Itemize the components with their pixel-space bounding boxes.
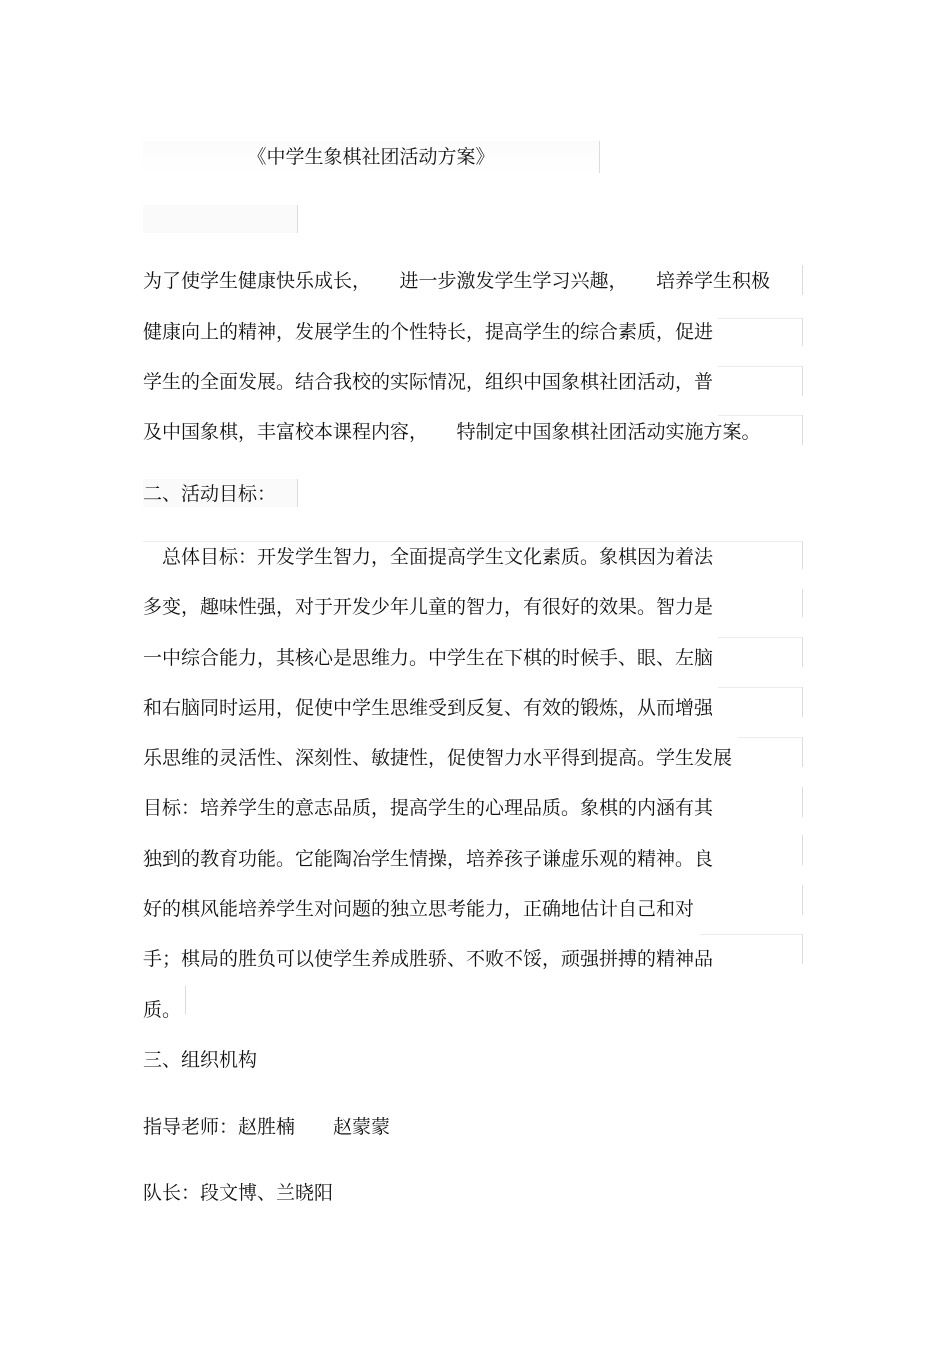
paragraph-line: 好的棋风能培养学生对问题的独立思考能力，正确地估计自己和对 <box>143 898 695 920</box>
table-rule <box>738 737 802 738</box>
advisor-line: 指导老师：赵胜楠 赵蒙蒙 <box>143 1116 391 1138</box>
table-rule <box>802 885 803 915</box>
table-rule <box>185 986 186 1014</box>
table-rule <box>802 265 803 295</box>
table-rule <box>802 366 803 396</box>
table-rule <box>700 934 802 935</box>
paragraph-line: 多变，趣味性强，对于开发少年儿童的智力，有很好的效果。智力是 <box>143 596 714 618</box>
paragraph-line: 总体目标：开发学生智力，全面提高学生文化素质。象棋因为着法 <box>143 546 714 568</box>
paragraph-line: 质。 <box>143 999 182 1021</box>
table-rule <box>802 934 803 964</box>
paragraph-line: 独到的教育功能。它能陶冶学生情操，培养孩子谦虚乐观的精神。良 <box>143 848 714 870</box>
paragraph-line: 及中国象棋，丰富校本课程内容， 特制定中国象棋社团活动实施方案。 <box>143 421 761 443</box>
paragraph-line: 一中综合能力，其核心是思维力。中学生在下棋的时候手、眼、左脑 <box>143 647 714 669</box>
table-rule <box>297 205 298 233</box>
paragraph-line: 为了使学生健康快乐成长， 进一步激发学生学习兴趣， 培养学生积极 <box>143 270 771 292</box>
table-rule <box>718 366 802 367</box>
paragraph-line: 目标：培养学生的意志品质，提高学生的心理品质。象棋的内涵有其 <box>143 797 714 819</box>
table-rule <box>718 637 802 638</box>
table-rule <box>802 737 803 767</box>
table-rule <box>802 318 803 346</box>
paragraph-line: 健康向上的精神，发展学生的个性特长，提高学生的综合素质，促进 <box>143 321 714 343</box>
table-rule <box>802 637 803 667</box>
table-rule <box>718 687 802 688</box>
document-title: 《中学生象棋社团活动方案》 <box>143 141 599 173</box>
table-rule <box>802 787 803 817</box>
paragraph-line: 和右脑同时运用，促使中学生思维受到反复、有效的锻炼，从而增强 <box>143 697 714 719</box>
section-heading: 二、活动目标： <box>143 483 277 505</box>
captain-line: 队长：段文博、兰晓阳 <box>143 1182 334 1204</box>
table-rule <box>802 687 803 717</box>
table-rule <box>718 415 802 416</box>
table-rule <box>718 318 802 319</box>
paragraph-line: 手；棋局的胜负可以使学生养成胜骄、不败不馁，顽强拼搏的精神品 <box>143 948 714 970</box>
table-rule <box>599 141 600 173</box>
section-heading: 三、组织机构 <box>143 1049 258 1071</box>
paragraph-line: 乐思维的灵活性、深刻性、敏捷性，促使智力水平得到提高。学生发展 <box>143 747 733 769</box>
table-rule <box>802 589 803 617</box>
paragraph-line: 学生的全面发展。结合我校的实际情况，组织中国象棋社团活动，普 <box>143 371 714 393</box>
heading-shade <box>143 205 297 233</box>
table-rule <box>297 479 298 507</box>
table-rule <box>802 415 803 445</box>
table-rule <box>802 835 803 865</box>
table-rule <box>802 541 803 569</box>
